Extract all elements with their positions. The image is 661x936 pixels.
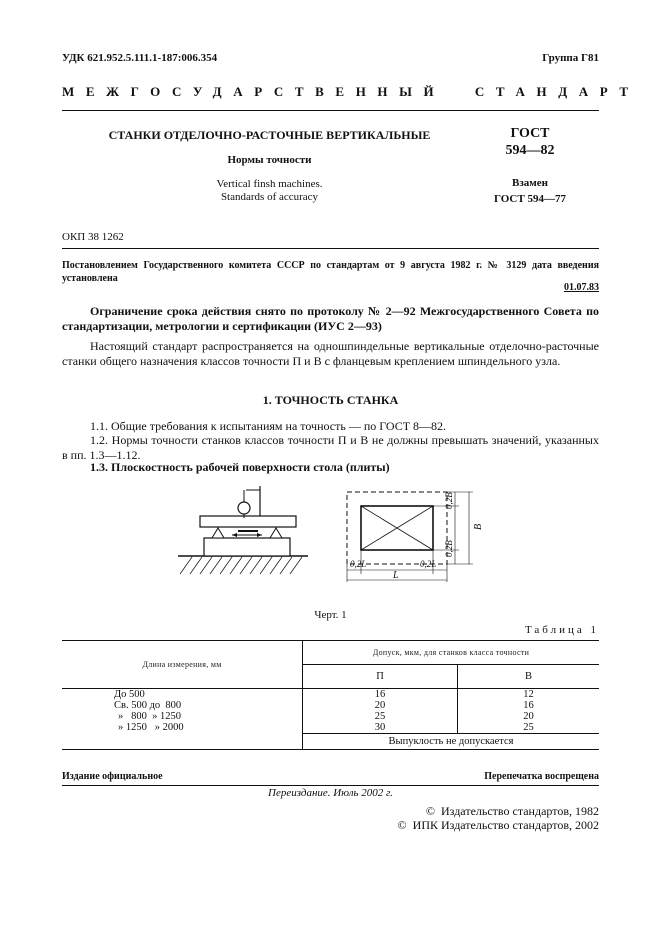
document-subtitle: Нормы точности	[227, 154, 312, 166]
group-code: Группа Г81	[542, 52, 599, 64]
official-edition: Издание официальное	[62, 771, 163, 782]
col-header-length: Длина измерения, мм	[62, 641, 303, 689]
reissue-note: Переиздание. Июль 2002 г.	[268, 787, 393, 799]
decree-date: 01.07.83	[564, 282, 599, 293]
section-1-title: 1. ТОЧНОСТЬ СТАНКА	[262, 393, 399, 407]
scope-text: Настоящий стандарт распространяется на одношпиндельные вертикальные отделочно-расточные станки общего назначения классов точности П и В с фланцевым креплением шпиндельного узла.	[62, 339, 599, 368]
copyright-1982: © Издательство стандартов, 1982	[425, 804, 599, 818]
replaces-value: ГОСТ 594—77	[494, 193, 566, 205]
dim-label-l: L	[393, 570, 399, 581]
replaces-label: Взамен	[512, 177, 548, 189]
okp-code: ОКП 38 1262	[62, 231, 124, 243]
okp-rule	[62, 248, 599, 249]
clause-1-3: 1.3. Плоскостность рабочей поверхности стола (плиты)	[90, 460, 390, 474]
limitation-text: Ограничение срока действия снято по протоколу № 2—92 Межгосударственного Совета по стандартизации, метрологии и сертификации (ИУС 2—93)	[62, 304, 599, 333]
interstate-standard-heading: МЕЖГОСУДАРСТВЕННЫЙ СТАНДАРТ	[62, 84, 640, 99]
table-note: Выпуклость не допускается	[303, 734, 600, 750]
dim-label-02l-left: 0,2L	[350, 559, 367, 569]
col-header-class-p: П	[303, 665, 458, 689]
document-title: СТАНКИ ОТДЕЛОЧНО-РАСТОЧНЫЕ ВЕРТИКАЛЬНЫЕ	[108, 128, 431, 142]
table-row: » 800 » 1250 25 20	[62, 711, 599, 722]
table-row: Св. 500 до 800 20 16	[62, 700, 599, 711]
copyright-2002: © ИПК Издательство стандартов, 2002	[397, 818, 599, 832]
col-header-class-v: В	[458, 665, 600, 689]
tolerance-table	[62, 640, 599, 750]
gost-label: ГОСТ	[510, 126, 550, 141]
dim-label-02l-right: 0,2L	[420, 559, 437, 569]
dim-label-02b-top: 0,2B	[444, 492, 454, 509]
header-rule	[62, 110, 599, 111]
clause-1-1: 1.1. Общие требования к испытаниям на точность — по ГОСТ 8—82.	[90, 419, 447, 433]
dim-label-02b-bottom: 0,2B	[444, 540, 454, 557]
measurement-setup-sketch	[178, 478, 308, 576]
table-label: Таблица 1	[524, 624, 599, 636]
table-row: » 1250 » 2000 30 25	[62, 722, 599, 734]
figure-caption: Черт. 1	[314, 609, 347, 621]
clause-1-2: 1.2. Нормы точности станков классов точности П и В не должны превышать значений, указанных в пп. 1.3—1.12.	[62, 433, 599, 462]
english-title-line-1: Vertical finsh machines.	[216, 178, 323, 190]
table-row: До 500 16 12	[62, 689, 599, 701]
gost-number: 594—82	[505, 143, 555, 158]
table-plan-diagram	[335, 482, 495, 586]
footer-rule	[62, 785, 599, 786]
english-title-line-2: Standards of accuracy	[220, 191, 319, 203]
dim-label-b: B	[473, 523, 484, 530]
reprint-prohibited: Перепечатка воспрещена	[484, 771, 599, 782]
col-header-tolerance: Допуск, мкм, для станков класса точности	[303, 641, 600, 665]
udk-code: УДК 621.952.5.111.1-187:006.354	[62, 52, 218, 64]
decree-text: Постановлением Государственного комитета СССР по стандартам от 9 августа 1982 г. № 3129 дата введения установлена	[62, 260, 599, 284]
